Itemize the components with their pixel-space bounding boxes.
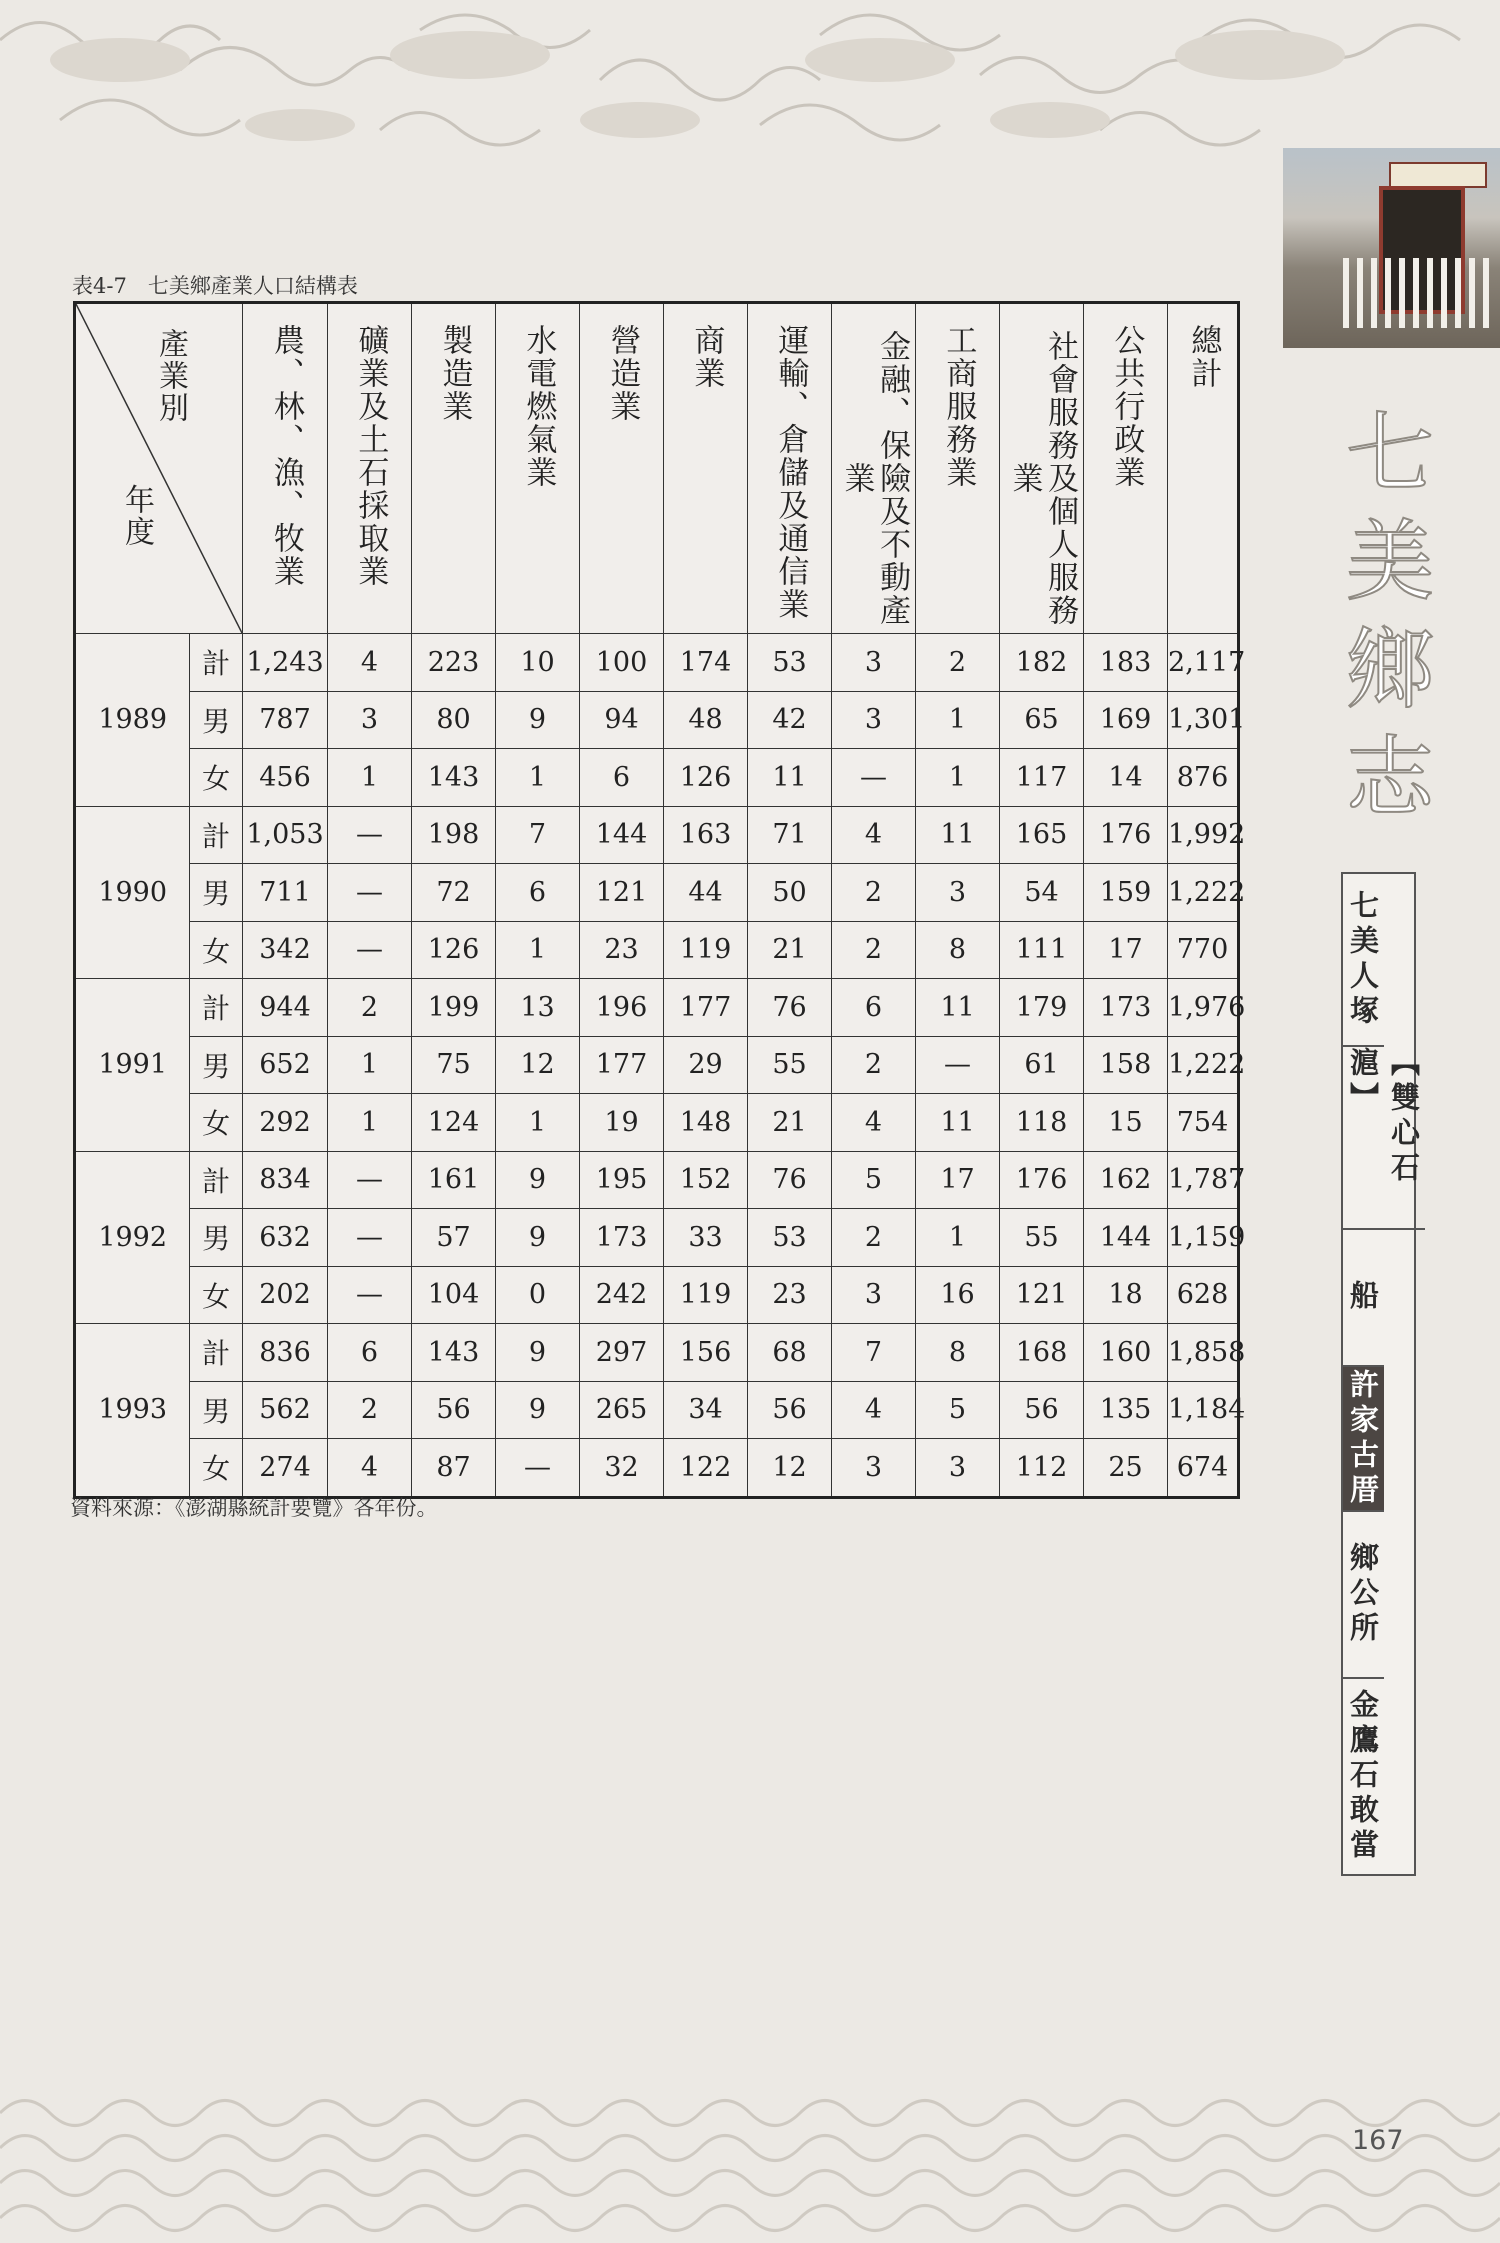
- col-header-text: 公共行政業: [1108, 324, 1145, 489]
- value-cell: 6: [496, 864, 580, 922]
- value-cell: 456: [243, 749, 328, 807]
- nav-item-boat[interactable]: 船: [1343, 1230, 1384, 1367]
- value-cell: 6: [832, 979, 916, 1037]
- book-title-char: 鄉: [1345, 618, 1434, 721]
- value-cell: 11: [748, 749, 832, 807]
- value-cell: 75: [412, 1036, 496, 1094]
- value-cell: 1,858: [1168, 1324, 1239, 1382]
- year-cell: 1993: [75, 1324, 190, 1498]
- value-cell: 174: [664, 634, 748, 692]
- value-cell: 265: [580, 1381, 664, 1439]
- col-header: [1000, 303, 1084, 634]
- value-cell: 1,301: [1168, 691, 1239, 749]
- value-cell: 68: [748, 1324, 832, 1382]
- value-cell: 9: [496, 691, 580, 749]
- value-cell: 3: [832, 691, 916, 749]
- value-cell: 297: [580, 1324, 664, 1382]
- book-title-char: 志: [1345, 726, 1434, 829]
- value-cell: 161: [412, 1151, 496, 1209]
- value-cell: —: [496, 1439, 580, 1498]
- value-cell: 196: [580, 979, 664, 1037]
- nav-item-double-heart-weir[interactable]: 【雙心石滬】: [1343, 1047, 1425, 1230]
- col-header-text: 運輸、倉儲及通信業: [772, 324, 809, 621]
- value-cell: 12: [748, 1439, 832, 1498]
- value-cell: —: [328, 921, 412, 979]
- table-row: [75, 1151, 1239, 1209]
- value-cell: 87: [412, 1439, 496, 1498]
- value-cell: 126: [664, 749, 748, 807]
- value-cell: 5: [916, 1381, 1000, 1439]
- value-cell: 836: [243, 1324, 328, 1382]
- value-cell: 1,243: [243, 634, 328, 692]
- value-cell: 152: [664, 1151, 748, 1209]
- sex-cell: 計: [190, 979, 243, 1037]
- col-header: [580, 303, 664, 634]
- col-header-text: 社會服務及個人服務業: [1006, 330, 1079, 627]
- value-cell: 23: [580, 921, 664, 979]
- value-cell: 9: [496, 1324, 580, 1382]
- value-cell: 33: [664, 1209, 748, 1267]
- value-cell: 173: [580, 1209, 664, 1267]
- value-cell: 135: [1084, 1381, 1168, 1439]
- value-cell: 143: [412, 749, 496, 807]
- table-row: [75, 634, 1239, 692]
- value-cell: 173: [1084, 979, 1168, 1037]
- value-cell: 2: [832, 921, 916, 979]
- value-cell: 122: [664, 1439, 748, 1498]
- value-cell: 1,159: [1168, 1209, 1239, 1267]
- table-row: [75, 1439, 1239, 1498]
- col-header: [1168, 303, 1239, 634]
- sex-cell: 計: [190, 634, 243, 692]
- value-cell: 56: [748, 1381, 832, 1439]
- value-cell: 15: [1084, 1094, 1168, 1152]
- sex-cell: 女: [190, 1439, 243, 1498]
- sex-cell: 男: [190, 1381, 243, 1439]
- value-cell: 198: [412, 806, 496, 864]
- value-cell: 80: [412, 691, 496, 749]
- value-cell: 16: [916, 1266, 1000, 1324]
- value-cell: 56: [412, 1381, 496, 1439]
- value-cell: 126: [412, 921, 496, 979]
- value-cell: 632: [243, 1209, 328, 1267]
- table-row: [75, 1209, 1239, 1267]
- sex-cell: 計: [190, 1324, 243, 1382]
- sex-cell: 女: [190, 1266, 243, 1324]
- value-cell: —: [328, 806, 412, 864]
- sex-cell: 計: [190, 1151, 243, 1209]
- industry-axis-label: 產業別: [153, 328, 188, 424]
- sex-cell: 男: [190, 1036, 243, 1094]
- table-row: [75, 806, 1239, 864]
- value-cell: 1: [496, 921, 580, 979]
- year-axis-label: 年度: [119, 484, 154, 548]
- value-cell: 182: [1000, 634, 1084, 692]
- value-cell: 1: [916, 1209, 1000, 1267]
- corner-header: [75, 303, 243, 634]
- value-cell: 1,053: [243, 806, 328, 864]
- table-row: [75, 1036, 1239, 1094]
- value-cell: 674: [1168, 1439, 1239, 1498]
- value-cell: 1: [496, 1094, 580, 1152]
- value-cell: 195: [580, 1151, 664, 1209]
- value-cell: 1: [496, 749, 580, 807]
- book-title-char: 美: [1345, 510, 1434, 613]
- value-cell: 1,992: [1168, 806, 1239, 864]
- value-cell: 94: [580, 691, 664, 749]
- value-cell: 4: [832, 1381, 916, 1439]
- sex-cell: 計: [190, 806, 243, 864]
- table-row: [75, 979, 1239, 1037]
- value-cell: 202: [243, 1266, 328, 1324]
- nav-item-township-office[interactable]: 鄉公所: [1343, 1512, 1384, 1679]
- value-cell: 292: [243, 1094, 328, 1152]
- value-cell: 0: [496, 1266, 580, 1324]
- value-cell: 4: [832, 1094, 916, 1152]
- value-cell: 179: [1000, 979, 1084, 1037]
- col-header-text: 營造業: [604, 324, 641, 423]
- col-header: [664, 303, 748, 634]
- col-header: [916, 303, 1000, 634]
- value-cell: 628: [1168, 1266, 1239, 1324]
- value-cell: —: [916, 1036, 1000, 1094]
- table-row: [75, 1266, 1239, 1324]
- col-header: [412, 303, 496, 634]
- value-cell: 119: [664, 921, 748, 979]
- value-cell: 3: [832, 634, 916, 692]
- value-cell: 876: [1168, 749, 1239, 807]
- col-header-text: 農、林、漁、牧業: [267, 324, 304, 588]
- section-nav: [1341, 872, 1421, 1876]
- value-cell: 11: [916, 979, 1000, 1037]
- col-header-text: 礦業及土石採取業: [352, 324, 389, 588]
- table-row: [75, 1324, 1239, 1382]
- nav-item-qimei-tomb[interactable]: 七美人塚: [1343, 874, 1384, 1047]
- value-cell: 2,117: [1168, 634, 1239, 692]
- value-cell: 76: [748, 979, 832, 1037]
- col-header-text: 總計: [1185, 324, 1222, 390]
- value-cell: 8: [916, 1324, 1000, 1382]
- table-row: [75, 921, 1239, 979]
- value-cell: 1,222: [1168, 864, 1239, 922]
- year-cell: 1990: [75, 806, 190, 979]
- value-cell: 1: [916, 691, 1000, 749]
- value-cell: 4: [328, 1439, 412, 1498]
- value-cell: 242: [580, 1266, 664, 1324]
- value-cell: 121: [580, 864, 664, 922]
- value-cell: 144: [580, 806, 664, 864]
- value-cell: 57: [412, 1209, 496, 1267]
- value-cell: 3: [916, 1439, 1000, 1498]
- value-cell: 3: [832, 1266, 916, 1324]
- value-cell: 50: [748, 864, 832, 922]
- col-header: [328, 303, 412, 634]
- value-cell: 199: [412, 979, 496, 1037]
- value-cell: 6: [328, 1324, 412, 1382]
- value-cell: 1: [328, 1094, 412, 1152]
- value-cell: 158: [1084, 1036, 1168, 1094]
- value-cell: 124: [412, 1094, 496, 1152]
- value-cell: 11: [916, 806, 1000, 864]
- col-header-text: 金融、保險及不動產業: [838, 330, 911, 627]
- value-cell: 162: [1084, 1151, 1168, 1209]
- nav-item-golden-eagle-stone[interactable]: 金鷹石敢當: [1346, 1689, 1380, 1864]
- sex-cell: 女: [190, 921, 243, 979]
- value-cell: 176: [1000, 1151, 1084, 1209]
- value-cell: 9: [496, 1151, 580, 1209]
- value-cell: 274: [243, 1439, 328, 1498]
- sex-cell: 男: [190, 864, 243, 922]
- value-cell: 2: [916, 634, 1000, 692]
- value-cell: 55: [748, 1036, 832, 1094]
- table-row: [75, 749, 1239, 807]
- value-cell: 12: [496, 1036, 580, 1094]
- page-number: 167: [1352, 2125, 1404, 2156]
- table-caption: 表4-7 七美鄉產業人口結構表: [72, 274, 358, 298]
- house-sign: [1389, 162, 1487, 188]
- col-header-text: 製造業: [436, 324, 473, 423]
- value-cell: 56: [1000, 1381, 1084, 1439]
- value-cell: 32: [580, 1439, 664, 1498]
- house-photo: [1283, 148, 1500, 348]
- value-cell: 54: [1000, 864, 1084, 922]
- value-cell: 112: [1000, 1439, 1084, 1498]
- value-cell: 42: [748, 691, 832, 749]
- value-cell: 177: [664, 979, 748, 1037]
- value-cell: 25: [1084, 1439, 1168, 1498]
- value-cell: 1: [916, 749, 1000, 807]
- value-cell: 53: [748, 634, 832, 692]
- value-cell: 2: [832, 864, 916, 922]
- value-cell: 143: [412, 1324, 496, 1382]
- value-cell: 9: [496, 1209, 580, 1267]
- value-cell: 61: [1000, 1036, 1084, 1094]
- nav-item-hsu-family-house[interactable]: 許家古厝: [1343, 1367, 1384, 1512]
- value-cell: 11: [916, 1094, 1000, 1152]
- value-cell: —: [328, 1151, 412, 1209]
- table-body: [75, 634, 1246, 1498]
- value-cell: 8: [916, 921, 1000, 979]
- value-cell: 18: [1084, 1266, 1168, 1324]
- value-cell: 169: [1084, 691, 1168, 749]
- value-cell: 17: [916, 1151, 1000, 1209]
- value-cell: 1: [328, 1036, 412, 1094]
- value-cell: 223: [412, 634, 496, 692]
- value-cell: 183: [1084, 634, 1168, 692]
- wave-pattern-footer: [0, 2073, 1500, 2243]
- table-row: [75, 691, 1239, 749]
- value-cell: 1,184: [1168, 1381, 1239, 1439]
- value-cell: 2: [832, 1209, 916, 1267]
- value-cell: 1: [328, 749, 412, 807]
- value-cell: 2: [832, 1036, 916, 1094]
- col-header: [243, 303, 328, 634]
- year-cell: 1989: [75, 634, 190, 807]
- value-cell: 121: [1000, 1266, 1084, 1324]
- value-cell: 2: [328, 979, 412, 1037]
- value-cell: 72: [412, 864, 496, 922]
- table-source-note: 資料來源：《澎湖縣統計要覽》各年份。: [70, 1496, 438, 1520]
- value-cell: 834: [243, 1151, 328, 1209]
- value-cell: 7: [832, 1324, 916, 1382]
- value-cell: 3: [328, 691, 412, 749]
- cloud-pattern-header: [0, 0, 1500, 200]
- value-cell: 119: [664, 1266, 748, 1324]
- value-cell: 21: [748, 921, 832, 979]
- value-cell: 168: [1000, 1324, 1084, 1382]
- value-cell: 342: [243, 921, 328, 979]
- book-title-char: 七: [1345, 402, 1434, 505]
- table-row: [75, 864, 1239, 922]
- value-cell: 177: [580, 1036, 664, 1094]
- value-cell: 65: [1000, 691, 1084, 749]
- year-cell: 1992: [75, 1151, 190, 1324]
- col-header: [1084, 303, 1168, 634]
- value-cell: 17: [1084, 921, 1168, 979]
- value-cell: 117: [1000, 749, 1084, 807]
- value-cell: 48: [664, 691, 748, 749]
- sex-cell: 女: [190, 1094, 243, 1152]
- value-cell: 944: [243, 979, 328, 1037]
- value-cell: 754: [1168, 1094, 1239, 1152]
- value-cell: 148: [664, 1094, 748, 1152]
- house-gate: [1343, 258, 1493, 328]
- book-title: [1320, 400, 1460, 832]
- value-cell: 159: [1084, 864, 1168, 922]
- col-header-text: 商業: [688, 324, 725, 390]
- value-cell: 144: [1084, 1209, 1168, 1267]
- value-cell: —: [328, 1209, 412, 1267]
- value-cell: 652: [243, 1036, 328, 1094]
- sex-cell: 女: [190, 749, 243, 807]
- table-row: [75, 1094, 1239, 1152]
- value-cell: 29: [664, 1036, 748, 1094]
- col-header: [748, 303, 832, 634]
- value-cell: —: [832, 749, 916, 807]
- value-cell: 6: [580, 749, 664, 807]
- value-cell: 53: [748, 1209, 832, 1267]
- value-cell: 4: [328, 634, 412, 692]
- value-cell: 7: [496, 806, 580, 864]
- sex-cell: 男: [190, 691, 243, 749]
- value-cell: 770: [1168, 921, 1239, 979]
- value-cell: 3: [832, 1439, 916, 1498]
- value-cell: 9: [496, 1381, 580, 1439]
- value-cell: 118: [1000, 1094, 1084, 1152]
- value-cell: —: [328, 1266, 412, 1324]
- value-cell: 13: [496, 979, 580, 1037]
- value-cell: 165: [1000, 806, 1084, 864]
- year-cell: 1991: [75, 979, 190, 1152]
- value-cell: 5: [832, 1151, 916, 1209]
- value-cell: 10: [496, 634, 580, 692]
- col-header-text: 工商服務業: [940, 324, 977, 489]
- col-header: [832, 303, 916, 634]
- value-cell: 76: [748, 1151, 832, 1209]
- value-cell: 156: [664, 1324, 748, 1382]
- value-cell: 19: [580, 1094, 664, 1152]
- value-cell: 562: [243, 1381, 328, 1439]
- value-cell: 160: [1084, 1324, 1168, 1382]
- value-cell: 176: [1084, 806, 1168, 864]
- value-cell: 163: [664, 806, 748, 864]
- sex-cell: 男: [190, 1209, 243, 1267]
- value-cell: 4: [832, 806, 916, 864]
- value-cell: 21: [748, 1094, 832, 1152]
- value-cell: 23: [748, 1266, 832, 1324]
- value-cell: 1,787: [1168, 1151, 1239, 1209]
- col-header-text: 水電燃氣業: [520, 324, 557, 489]
- value-cell: 104: [412, 1266, 496, 1324]
- value-cell: 55: [1000, 1209, 1084, 1267]
- value-cell: —: [328, 864, 412, 922]
- value-cell: 1,976: [1168, 979, 1239, 1037]
- value-cell: 14: [1084, 749, 1168, 807]
- value-cell: 34: [664, 1381, 748, 1439]
- value-cell: 787: [243, 691, 328, 749]
- value-cell: 1,222: [1168, 1036, 1239, 1094]
- industry-population-table: [73, 301, 1246, 1499]
- value-cell: 44: [664, 864, 748, 922]
- value-cell: 711: [243, 864, 328, 922]
- value-cell: 100: [580, 634, 664, 692]
- table-row: [75, 1381, 1239, 1439]
- value-cell: 2: [328, 1381, 412, 1439]
- value-cell: 71: [748, 806, 832, 864]
- value-cell: 111: [1000, 921, 1084, 979]
- value-cell: 3: [916, 864, 1000, 922]
- col-header: [496, 303, 580, 634]
